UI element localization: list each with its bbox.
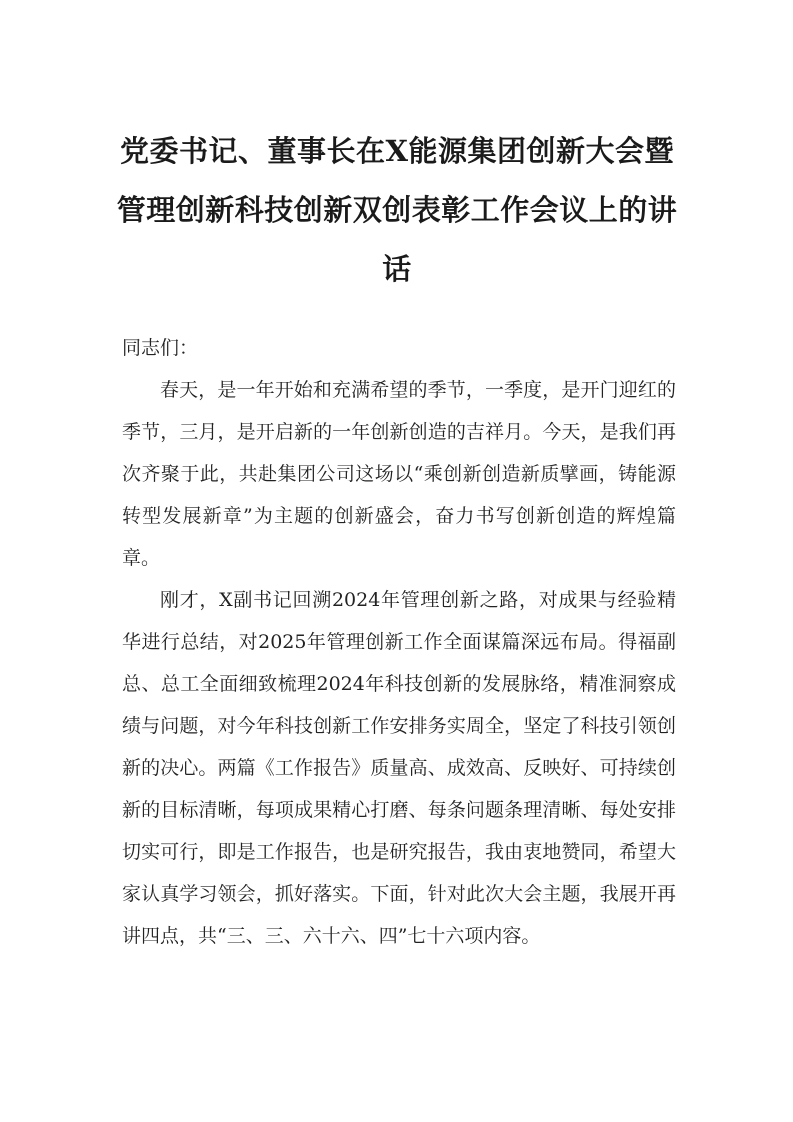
paragraph: 刚才，X副书记回溯2024年管理创新之路，对成果与经验精华进行总结，对2025年管理创新工作全面谋篇深远布局。得福副总、总工全面细致梳理2024年科技创新的发展脉络，精准洞察成绩与问题，对今年科技创新工作安排务实周全，坚定了科技引领创新的决心。两篇《工作报告》质量高、成效高、反映好、可持续创新的目标清晰，每项成果精心打磨、每条问题条理清晰、每处安排切实可行，即是工作报告，也是研究报告，我由衷地赞同，希望大家认真学习领会，抓好落实。下面，针对此次大会主题，我展开再讲四点，共“三、三、六十六、四”七十六项内容。 <box>122 589 676 947</box>
salutation: 同志们： <box>122 337 199 359</box>
document-body <box>122 327 676 957</box>
document-title: 党委书记、董事长在X能源集团创新大会暨管理创新科技创新双创表彰工作会议上的讲话 <box>116 134 678 286</box>
paragraph: 春天，是一年开始和充满希望的季节，一季度，是开门迎红的季节，三月，是开启新的一年创新创造的吉祥月。今天，是我们再次齐聚于此，共赴集团公司这场以“乘创新创造新质擘画，铸能源转型发展新章”为主题的创新盛会，奋力书写创新创造的辉煌篇章。 <box>122 379 676 569</box>
